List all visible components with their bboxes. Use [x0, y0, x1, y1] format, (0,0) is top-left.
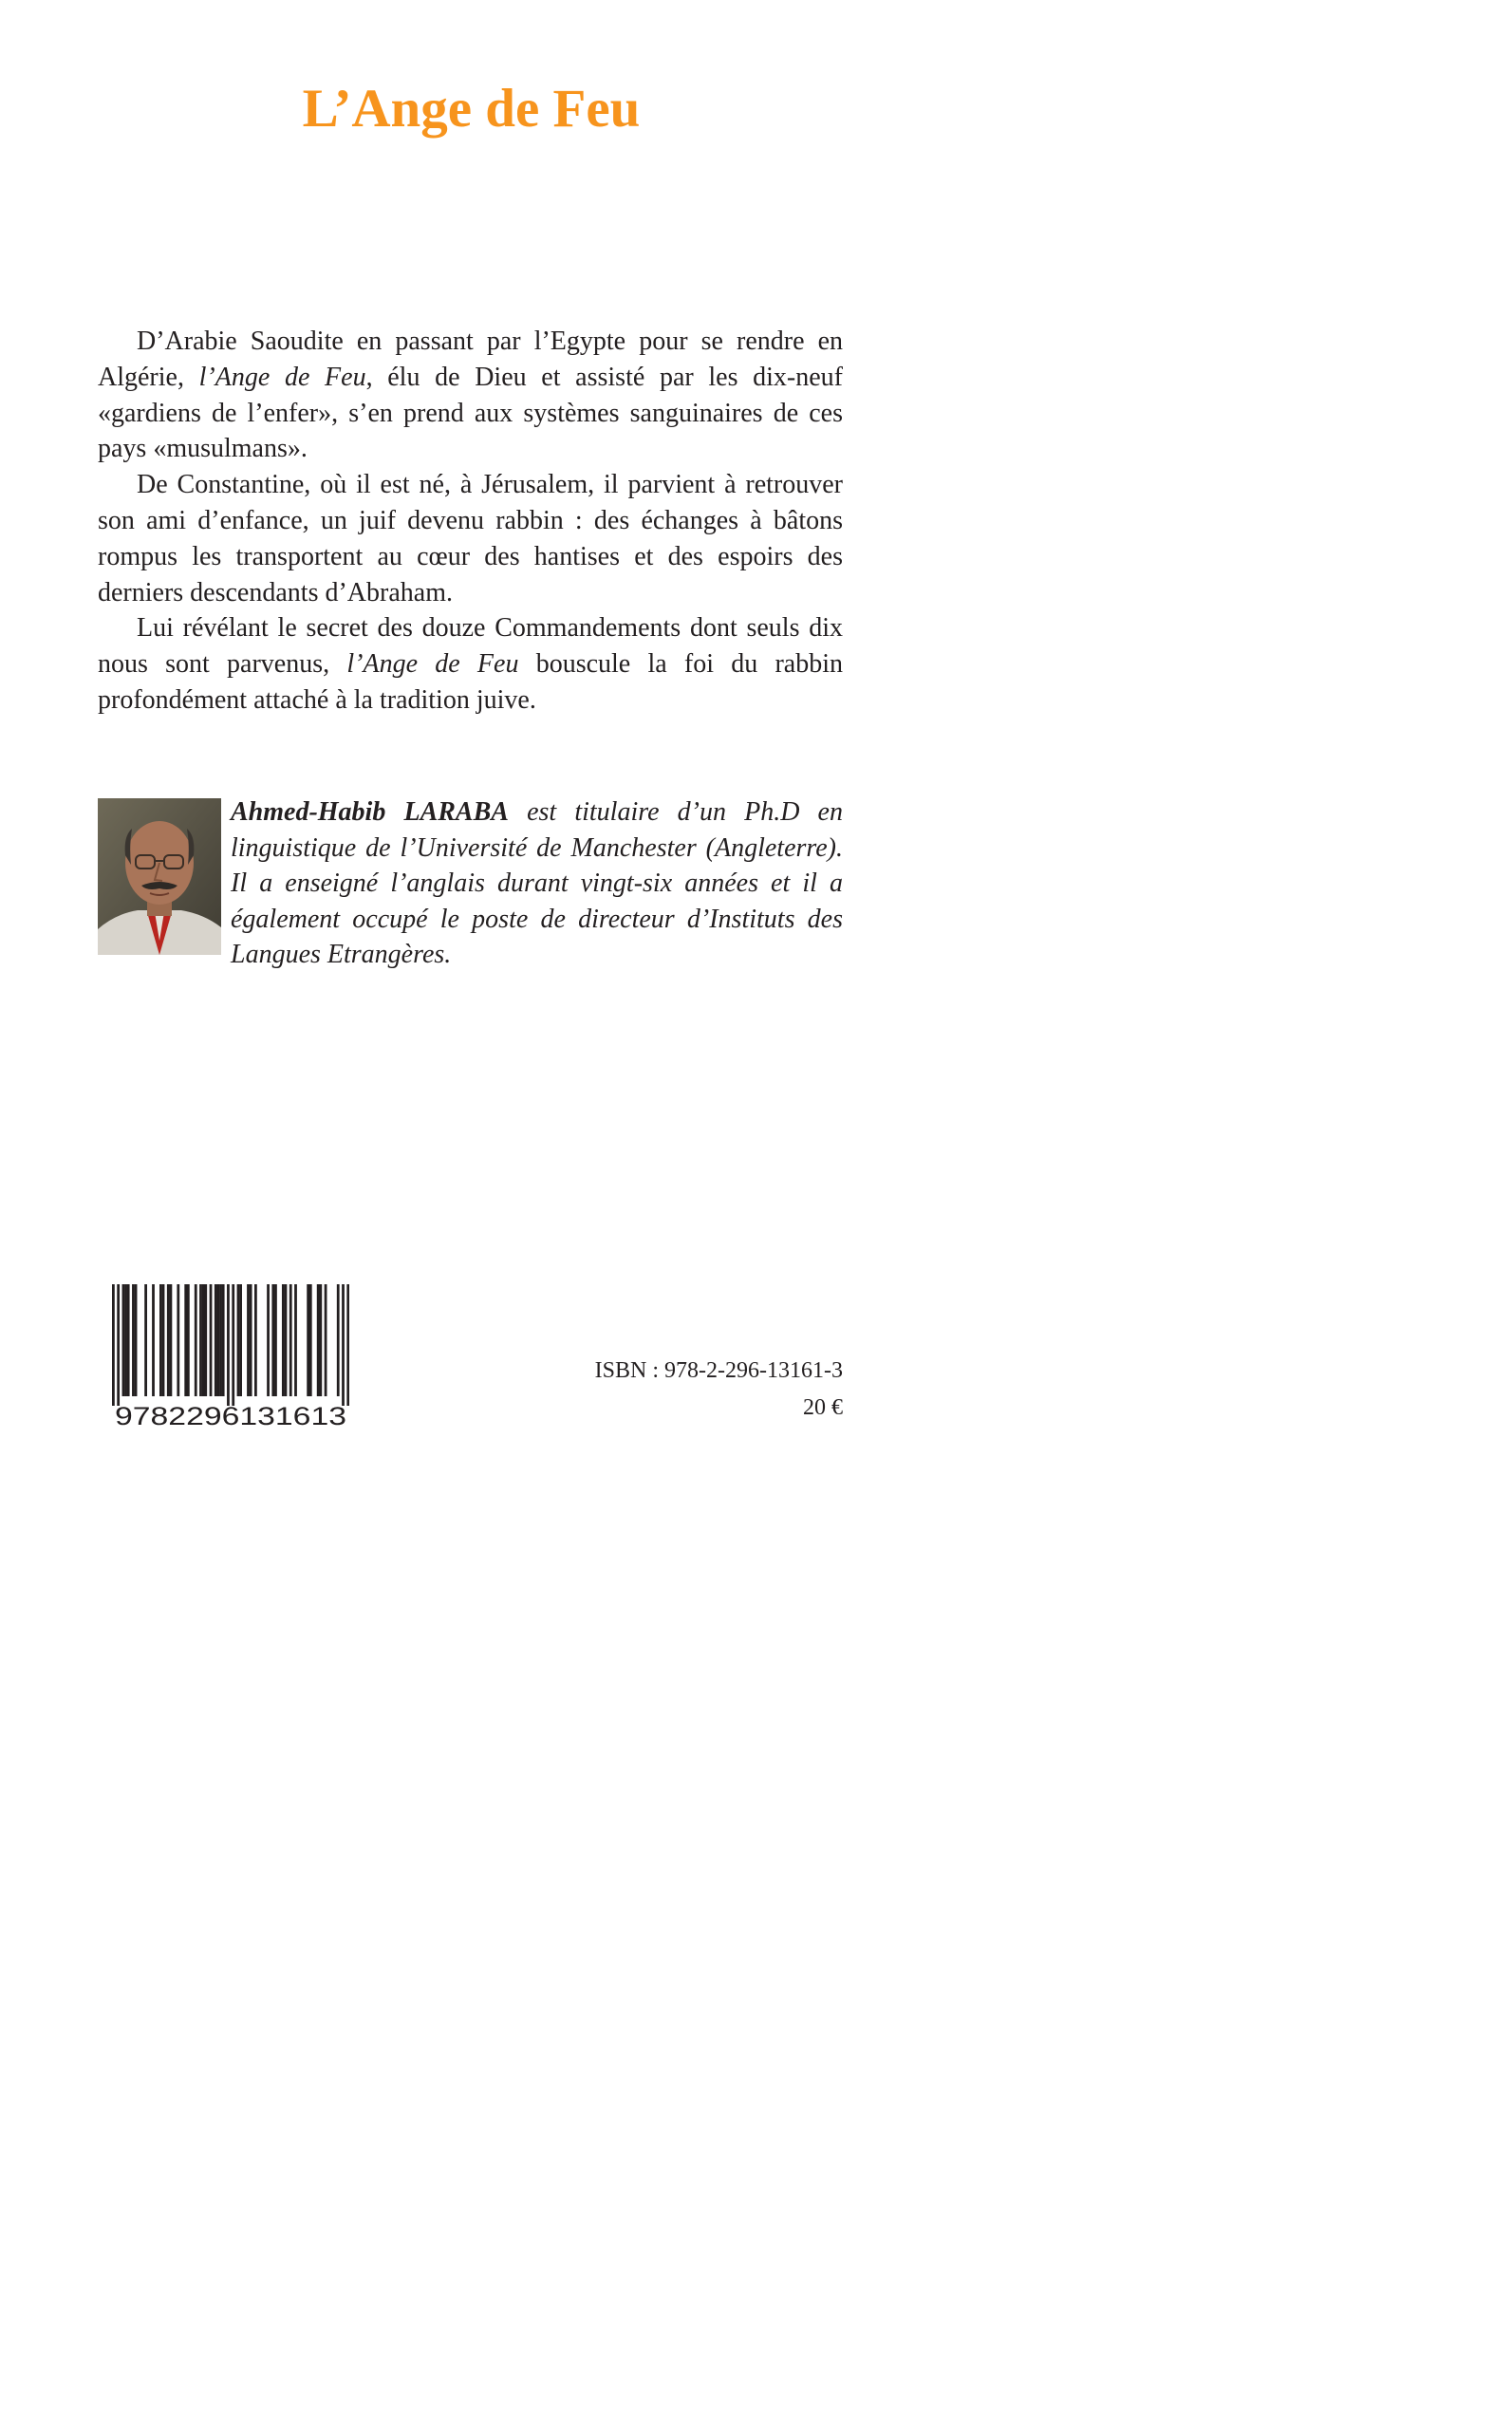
barcode-bar [167, 1284, 170, 1396]
barcode-bar [187, 1284, 190, 1396]
barcode-bar [227, 1284, 230, 1406]
barcode-bar [144, 1284, 147, 1396]
barcode-bar [204, 1284, 207, 1396]
barcode-bar [232, 1284, 234, 1406]
barcode-bar [215, 1284, 217, 1396]
barcode-bar [210, 1284, 213, 1396]
barcode-bar [112, 1284, 115, 1406]
synopsis-paragraph-2: De Constantine, où il est né, à Jérusalem, il parvient à retrouver son ami d’enfance, un juif devenu rabbin : des échanges à bâtons rompus les transportent au cœur des hantises et des espoirs des derniers descendants d’Abraham. [98, 470, 843, 607]
barcode-bar [250, 1284, 252, 1396]
barcode-bar [132, 1284, 135, 1396]
barcode-bar [285, 1284, 288, 1396]
synopsis-p1-text-a: D’Arabie Saoudite en passant par l’Egypte pour se rendre en Algérie, [98, 327, 843, 392]
barcode-bar [319, 1284, 322, 1396]
barcode-bar [159, 1284, 162, 1396]
author-photo [98, 798, 221, 955]
barcode-bar [254, 1284, 257, 1396]
author-name: Ahmed-Habib LARABA [231, 797, 509, 827]
barcode-bar [162, 1284, 165, 1396]
synopsis-p3-text-b: bouscule la foi du rabbin profondément attaché à la tradition juive. [98, 649, 844, 715]
barcode-bar [317, 1284, 320, 1396]
barcode-bar [289, 1284, 292, 1396]
author-portrait-illustration [98, 798, 221, 955]
barcode-digits: 9782296131613 [115, 1402, 346, 1430]
synopsis-p3-book-title: l’Ange de Feu [346, 649, 519, 680]
barcode-bar [342, 1284, 345, 1406]
barcode-bar [152, 1284, 155, 1396]
barcode-bar [199, 1284, 202, 1396]
barcode-bar [294, 1284, 297, 1396]
barcode-bar [217, 1284, 220, 1396]
barcode-bar [202, 1284, 205, 1396]
barcode-bar [184, 1284, 187, 1396]
author-bio-text: est titulaire d’un Ph.D en linguistique de l’Université de Manchester (Angleterre). Il a enseigné l’anglais durant vingt-six années et il a également occupé le poste de directeur d’Instituts des Langues Etrangères. [231, 797, 843, 969]
isbn-barcode [112, 1284, 349, 1431]
barcode-bar [124, 1284, 127, 1396]
barcode-bar [222, 1284, 225, 1396]
book-title: L’Ange de Feu [302, 79, 641, 139]
barcode-bar [122, 1284, 125, 1396]
price: 20 € [803, 1395, 843, 1420]
synopsis-p1-book-title: l’Ange de Feu [198, 362, 366, 392]
barcode-bar [325, 1284, 327, 1396]
synopsis-paragraph-3 [98, 610, 843, 718]
isbn-number: ISBN : 978-2-296-13161-3 [594, 1358, 843, 1383]
synopsis-paragraph-1 [98, 324, 843, 467]
barcode-bars [112, 1284, 349, 1406]
barcode-bar [282, 1284, 285, 1396]
barcode-bar [127, 1284, 130, 1396]
barcode-bar [239, 1284, 242, 1396]
barcode-bar [117, 1284, 120, 1406]
barcode-bar [135, 1284, 138, 1396]
barcode-bar [309, 1284, 312, 1396]
barcode-bar [237, 1284, 240, 1396]
synopsis [98, 324, 843, 719]
barcode-bar [247, 1284, 250, 1396]
barcode-bar [271, 1284, 274, 1396]
author-bio [231, 794, 843, 973]
barcode-bar [267, 1284, 270, 1396]
synopsis-p1-text-b: , élu de Dieu et assisté par les dix-neuf «gardiens de l’enfer», s’en prend aux systèmes sanguinaires de ces pays «musulmans». [98, 362, 844, 464]
barcode-bar [219, 1284, 222, 1396]
barcode-bar [307, 1284, 309, 1396]
synopsis-p3-text-a: Lui révélant le secret des douze Commandements dont seuls dix nous sont parvenus, [98, 613, 843, 680]
barcode-bar [195, 1284, 197, 1396]
barcode-bar [274, 1284, 277, 1396]
barcode-bar [346, 1284, 349, 1406]
barcode-bar [337, 1284, 340, 1396]
barcode-bar [170, 1284, 173, 1396]
barcode-bar [177, 1284, 179, 1396]
